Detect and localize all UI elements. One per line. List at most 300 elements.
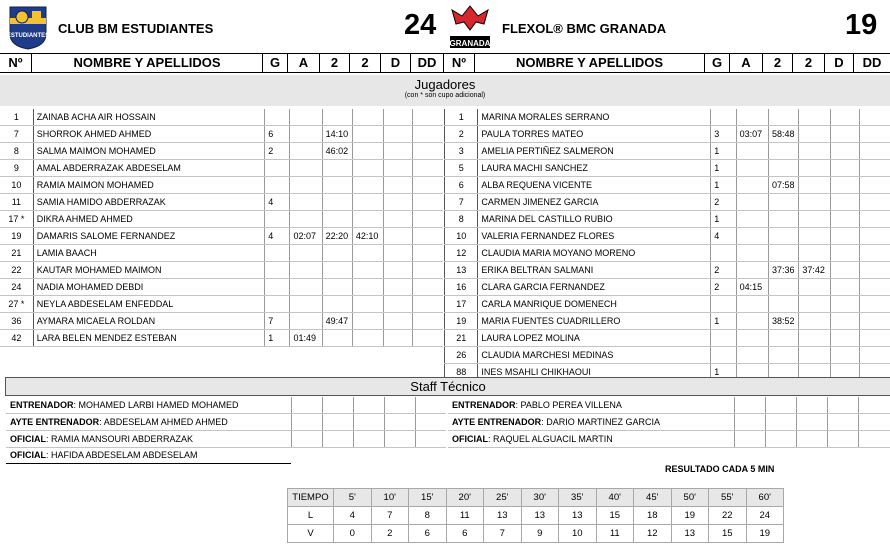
staff-empty-cell — [353, 430, 384, 447]
player-s1-cell — [768, 296, 798, 313]
player-a-cell — [736, 330, 768, 347]
results-cell: 10 — [559, 525, 597, 543]
player-name-cell: LAURA MACHI SANCHEZ — [478, 160, 711, 177]
results-cell: 8 — [409, 507, 447, 525]
player-row — [445, 330, 890, 347]
staff-name: : HAFIDA ABDESELAM ABDESELAM — [46, 450, 198, 461]
player-d-cell — [830, 347, 859, 364]
player-num-cell: 3 — [445, 143, 478, 160]
home-column-header — [0, 53, 444, 73]
player-name-cell: MARIA FUENTES CUADRILLERO — [478, 313, 711, 330]
staff-role: OFICIAL — [452, 433, 488, 444]
player-s1-cell — [322, 262, 352, 279]
player-s2-cell — [799, 279, 830, 296]
player-d-cell — [830, 228, 859, 245]
player-row — [0, 262, 443, 279]
player-a-cell — [290, 177, 322, 194]
results-header-cell: 45' — [634, 489, 672, 507]
player-g-cell: 6 — [265, 126, 290, 143]
player-row — [445, 211, 890, 228]
results-header-cell: TIEMPO — [288, 489, 334, 507]
staff-empty-cell — [322, 414, 353, 431]
player-g-cell: 3 — [711, 126, 736, 143]
player-d-cell — [830, 143, 859, 160]
player-dd-cell — [413, 279, 443, 296]
player-row — [0, 279, 443, 296]
away-team-name: FLEXOL® BMC GRANADA — [502, 21, 667, 36]
player-dd-cell — [860, 262, 890, 279]
player-s2-cell — [799, 313, 830, 330]
player-g-cell: 1 — [265, 330, 290, 347]
player-g-cell — [711, 347, 736, 364]
player-a-cell: 01:49 — [290, 330, 322, 347]
results-cell: 7 — [484, 525, 522, 543]
staff-name: : DARIO MARTINEZ GARCIA — [541, 417, 661, 428]
player-d-cell — [384, 245, 413, 262]
player-s1-cell — [322, 211, 352, 228]
player-row — [0, 143, 443, 160]
player-name-cell: SHORROK AHMED AHMED — [33, 126, 265, 143]
player-s1-cell: 14:10 — [322, 126, 352, 143]
staff-empty-cell — [415, 397, 446, 414]
col-name: NOMBRE Y APELLIDOS — [475, 54, 705, 72]
player-dd-cell — [860, 177, 890, 194]
player-num-cell: 1 — [0, 109, 33, 126]
player-num-cell: 1 — [445, 109, 478, 126]
player-num-cell: 21 — [0, 245, 33, 262]
staff-empty-cell — [828, 414, 859, 431]
staff-empty-cell — [765, 430, 796, 447]
player-a-cell — [736, 211, 768, 228]
staff-role: AYTE ENTRENADOR — [452, 417, 542, 428]
player-g-cell: 2 — [265, 143, 290, 160]
player-num-cell: 88 — [445, 364, 478, 381]
player-s1-cell — [322, 279, 352, 296]
player-a-cell — [736, 245, 768, 262]
player-name-cell: VALERIA FERNANDEZ FLORES — [478, 228, 711, 245]
player-g-cell: 4 — [711, 228, 736, 245]
player-s2-cell — [799, 143, 830, 160]
staff-role: OFICIAL — [10, 450, 46, 461]
results-cell: 15 — [596, 507, 634, 525]
away-score: 19 — [845, 9, 878, 41]
player-name-cell: CARMEN JIMENEZ GARCIA — [478, 194, 711, 211]
player-s1-cell: 38:52 — [768, 313, 798, 330]
player-s2-cell — [352, 279, 383, 296]
results-header-cell: 55' — [709, 489, 747, 507]
staff-role: AYTE ENTRENADOR — [10, 417, 100, 428]
player-s2-cell — [352, 194, 383, 211]
player-dd-cell — [860, 228, 890, 245]
player-name-cell: AYMARA MICAELA ROLDAN — [33, 313, 265, 330]
player-dd-cell — [860, 143, 890, 160]
player-num-cell: 12 — [445, 245, 478, 262]
player-s2-cell — [799, 296, 830, 313]
player-name-cell: SAMIA HAMIDO ABDERRAZAK — [33, 194, 265, 211]
results-cell: 11 — [446, 507, 484, 525]
player-num-cell: 26 — [445, 347, 478, 364]
player-a-cell: 03:07 — [736, 126, 768, 143]
player-s1-cell — [322, 245, 352, 262]
home-score: 24 — [404, 9, 437, 41]
col-2b: 2 — [350, 54, 381, 72]
player-g-cell: 1 — [711, 177, 736, 194]
staff-empty-cell — [415, 430, 446, 447]
player-name-cell: AMAL ABDERRAZAK ABDESELAM — [33, 160, 265, 177]
away-roster-table — [444, 109, 890, 381]
player-a-cell — [736, 296, 768, 313]
player-a-cell — [290, 313, 322, 330]
player-row — [445, 160, 890, 177]
staff-cell — [6, 414, 291, 431]
player-g-cell — [265, 279, 290, 296]
player-d-cell — [830, 245, 859, 262]
staff-name: : RAQUEL ALGUACIL MARTIN — [488, 433, 613, 444]
player-dd-cell — [413, 109, 443, 126]
player-name-cell: INES MSAHLI CHIKHAOUI — [478, 364, 711, 381]
player-a-cell — [290, 211, 322, 228]
staff-row — [448, 414, 890, 431]
player-row — [0, 109, 443, 126]
player-name-cell: DAMARIS SALOME FERNANDEZ — [33, 228, 265, 245]
col-num: Nº — [0, 54, 32, 72]
player-dd-cell — [860, 330, 890, 347]
player-s1-cell — [768, 143, 798, 160]
player-a-cell — [736, 262, 768, 279]
player-row — [0, 330, 443, 347]
col-a: A — [730, 54, 763, 72]
player-g-cell: 7 — [265, 313, 290, 330]
player-a-cell — [290, 160, 322, 177]
player-s2-cell: 42:10 — [352, 228, 383, 245]
player-num-cell: 7 — [0, 126, 33, 143]
results-header-cell: 50' — [671, 489, 709, 507]
results-cell: 9 — [521, 525, 559, 543]
player-g-cell: 1 — [711, 313, 736, 330]
player-d-cell — [384, 126, 413, 143]
results-title: RESULTADO CADA 5 MIN — [665, 464, 775, 474]
home-logo-text: ESTUDIANTES — [6, 33, 50, 39]
player-dd-cell — [860, 279, 890, 296]
away-column-header — [444, 53, 890, 73]
results-header-cell: 60' — [746, 489, 784, 507]
player-s2-cell — [799, 109, 830, 126]
player-name-cell: LAMIA BAACH — [33, 245, 265, 262]
results-table — [287, 488, 784, 543]
player-dd-cell — [860, 160, 890, 177]
staff-empty-cell — [384, 397, 415, 414]
player-d-cell — [384, 228, 413, 245]
player-d-cell — [384, 211, 413, 228]
staff-empty-cell — [828, 430, 859, 447]
player-name-cell: NADIA MOHAMED DEBDI — [33, 279, 265, 296]
staff-cell — [448, 414, 734, 431]
player-dd-cell — [413, 228, 443, 245]
player-a-cell — [290, 143, 322, 160]
player-g-cell — [265, 109, 290, 126]
staff-name: : PABLO PEREA VILLENA — [515, 400, 622, 411]
player-d-cell — [830, 313, 859, 330]
staff-row — [448, 430, 890, 447]
staff-row — [6, 447, 446, 464]
staff-name: : ABDESELAM AHMED AHMED — [99, 417, 228, 428]
player-s2-cell — [352, 177, 383, 194]
col-2a: 2 — [763, 54, 793, 72]
player-row — [0, 126, 443, 143]
results-cell: 19 — [746, 525, 784, 543]
player-row — [0, 296, 443, 313]
player-a-cell — [736, 347, 768, 364]
player-d-cell — [830, 126, 859, 143]
player-row — [445, 228, 890, 245]
player-s2-cell — [352, 211, 383, 228]
player-s2-cell — [799, 126, 830, 143]
player-g-cell — [711, 109, 736, 126]
player-dd-cell — [860, 126, 890, 143]
player-d-cell — [384, 194, 413, 211]
player-num-cell: 10 — [0, 177, 33, 194]
player-row — [445, 313, 890, 330]
player-d-cell — [830, 109, 859, 126]
results-cell: 13 — [521, 507, 559, 525]
player-d-cell — [830, 296, 859, 313]
player-a-cell — [290, 126, 322, 143]
staff-role: ENTRENADOR — [452, 400, 516, 411]
player-a-cell — [736, 194, 768, 211]
col-2a: 2 — [320, 54, 350, 72]
results-header-cell: 20' — [446, 489, 484, 507]
player-dd-cell — [413, 160, 443, 177]
player-row — [445, 262, 890, 279]
player-g-cell: 1 — [711, 211, 736, 228]
player-row — [445, 279, 890, 296]
player-g-cell — [711, 296, 736, 313]
staff-row — [448, 397, 890, 414]
col-d: D — [825, 54, 854, 72]
player-a-cell — [290, 109, 322, 126]
results-header-cell: 30' — [521, 489, 559, 507]
player-d-cell — [830, 262, 859, 279]
staff-name: : RAMIA MANSOURI ABDERRAZAK — [46, 433, 194, 444]
staff-empty-cell — [734, 414, 765, 431]
player-s1-cell — [322, 296, 352, 313]
player-num-cell: 13 — [445, 262, 478, 279]
player-dd-cell — [413, 143, 443, 160]
results-cell: 24 — [746, 507, 784, 525]
results-header-cell: 10' — [371, 489, 409, 507]
staff-name: : MOHAMED LARBI HAMED MOHAMED — [73, 400, 239, 411]
player-row — [0, 228, 443, 245]
staff-empty-cell — [322, 397, 353, 414]
players-section-title: Jugadores — [414, 77, 476, 92]
player-row — [0, 313, 443, 330]
player-d-cell — [384, 296, 413, 313]
player-s1-cell — [768, 194, 798, 211]
staff-cell — [6, 430, 291, 447]
player-g-cell — [711, 245, 736, 262]
player-s2-cell — [352, 160, 383, 177]
away-staff-table — [448, 397, 890, 448]
player-s1-cell: 22:20 — [322, 228, 352, 245]
players-section-subtitle: (con * son cupo adicional) — [404, 92, 486, 99]
player-d-cell — [384, 279, 413, 296]
player-d-cell — [830, 211, 859, 228]
staff-row — [6, 430, 446, 447]
player-d-cell — [384, 143, 413, 160]
staff-cell — [448, 430, 734, 447]
results-header-row — [288, 489, 784, 507]
player-name-cell: DIKRA AHMED AHMED — [33, 211, 265, 228]
player-row — [445, 126, 890, 143]
player-dd-cell — [860, 211, 890, 228]
staff-empty-cell — [859, 397, 890, 414]
player-g-cell: 1 — [711, 143, 736, 160]
player-s2-cell — [799, 228, 830, 245]
player-a-cell — [736, 177, 768, 194]
results-cell: 2 — [371, 525, 409, 543]
player-num-cell: 2 — [445, 126, 478, 143]
results-cell: 12 — [634, 525, 672, 543]
results-cell: 6 — [446, 525, 484, 543]
player-s2-cell — [352, 109, 383, 126]
player-g-cell — [265, 296, 290, 313]
player-row — [0, 160, 443, 177]
player-d-cell — [384, 330, 413, 347]
player-s2-cell — [352, 245, 383, 262]
player-g-cell: 4 — [265, 228, 290, 245]
player-name-cell: CLAUDIA MARIA MOYANO MORENO — [478, 245, 711, 262]
player-s1-cell: 37:36 — [768, 262, 798, 279]
results-cell: 18 — [634, 507, 672, 525]
player-name-cell: AMELIA PERTIÑEZ SALMERON — [478, 143, 711, 160]
player-num-cell: 17 * — [0, 211, 33, 228]
staff-role: OFICIAL — [10, 433, 46, 444]
player-row — [445, 109, 890, 126]
player-a-cell — [736, 109, 768, 126]
player-row — [445, 347, 890, 364]
player-g-cell — [711, 330, 736, 347]
player-a-cell — [736, 143, 768, 160]
staff-empty-cell — [384, 414, 415, 431]
results-header-cell: 15' — [409, 489, 447, 507]
player-s1-cell — [322, 177, 352, 194]
staff-cell — [448, 397, 734, 414]
player-s1-cell — [768, 347, 798, 364]
col-dd: DD — [411, 54, 444, 72]
player-num-cell: 11 — [0, 194, 33, 211]
player-name-cell: LARA BELEN MENDEZ ESTEBAN — [33, 330, 265, 347]
player-s2-cell — [352, 296, 383, 313]
col-g: G — [263, 54, 288, 72]
player-s2-cell — [799, 160, 830, 177]
results-cell: 13 — [484, 507, 522, 525]
player-name-cell: RAMIA MAIMON MOHAMED — [33, 177, 265, 194]
player-s1-cell — [768, 245, 798, 262]
player-dd-cell — [860, 347, 890, 364]
player-s2-cell — [352, 330, 383, 347]
home-roster-table — [0, 109, 443, 347]
player-d-cell — [830, 160, 859, 177]
player-num-cell: 9 — [0, 160, 33, 177]
player-s1-cell: 46:02 — [322, 143, 352, 160]
player-g-cell — [265, 177, 290, 194]
player-a-cell: 04:15 — [736, 279, 768, 296]
player-d-cell — [384, 177, 413, 194]
player-num-cell: 22 — [0, 262, 33, 279]
player-g-cell — [265, 245, 290, 262]
player-d-cell — [830, 177, 859, 194]
player-name-cell: ALBA REQUENA VICENTE — [478, 177, 711, 194]
results-cell: 13 — [559, 507, 597, 525]
staff-row — [6, 414, 446, 431]
player-num-cell: 8 — [445, 211, 478, 228]
results-cell: 22 — [709, 507, 747, 525]
player-row — [445, 177, 890, 194]
player-s2-cell — [799, 194, 830, 211]
player-d-cell — [830, 279, 859, 296]
col-num: Nº — [444, 54, 475, 72]
player-s1-cell: 58:48 — [768, 126, 798, 143]
player-num-cell: 19 — [0, 228, 33, 245]
player-row — [0, 194, 443, 211]
player-s1-cell — [768, 160, 798, 177]
staff-role: ENTRENADOR — [10, 400, 74, 411]
player-dd-cell — [413, 296, 443, 313]
player-g-cell: 4 — [265, 194, 290, 211]
player-s1-cell — [768, 330, 798, 347]
player-row — [445, 296, 890, 313]
player-g-cell: 2 — [711, 194, 736, 211]
player-num-cell: 24 — [0, 279, 33, 296]
results-cell: 0 — [334, 525, 372, 543]
staff-empty-cell — [384, 430, 415, 447]
player-s2-cell: 37:42 — [799, 262, 830, 279]
results-header-cell: 35' — [559, 489, 597, 507]
results-cell: 15 — [709, 525, 747, 543]
player-d-cell — [384, 262, 413, 279]
player-row — [445, 245, 890, 262]
player-a-cell — [290, 262, 322, 279]
col-name: NOMBRE Y APELLIDOS — [32, 54, 263, 72]
player-a-cell — [736, 160, 768, 177]
player-s2-cell — [352, 262, 383, 279]
player-a-cell — [290, 279, 322, 296]
player-s2-cell — [799, 245, 830, 262]
player-name-cell: KAUTAR MOHAMED MAIMON — [33, 262, 265, 279]
player-num-cell: 27 * — [0, 296, 33, 313]
staff-empty-cell — [353, 414, 384, 431]
results-cell: 13 — [671, 525, 709, 543]
home-team-name: CLUB BM ESTUDIANTES — [58, 21, 214, 36]
player-s1-cell — [322, 330, 352, 347]
results-cell: L — [288, 507, 334, 525]
results-row — [288, 525, 784, 543]
player-dd-cell — [860, 296, 890, 313]
player-a-cell — [290, 194, 322, 211]
player-s1-cell — [322, 160, 352, 177]
staff-empty-cell — [859, 414, 890, 431]
player-d-cell — [384, 109, 413, 126]
results-cell: 7 — [371, 507, 409, 525]
player-dd-cell — [413, 330, 443, 347]
staff-empty-cell — [415, 414, 446, 431]
col-a: A — [288, 54, 320, 72]
player-row — [0, 211, 443, 228]
player-num-cell: 19 — [445, 313, 478, 330]
player-row — [445, 194, 890, 211]
players-section-header — [0, 75, 890, 106]
player-a-cell: 02:07 — [290, 228, 322, 245]
